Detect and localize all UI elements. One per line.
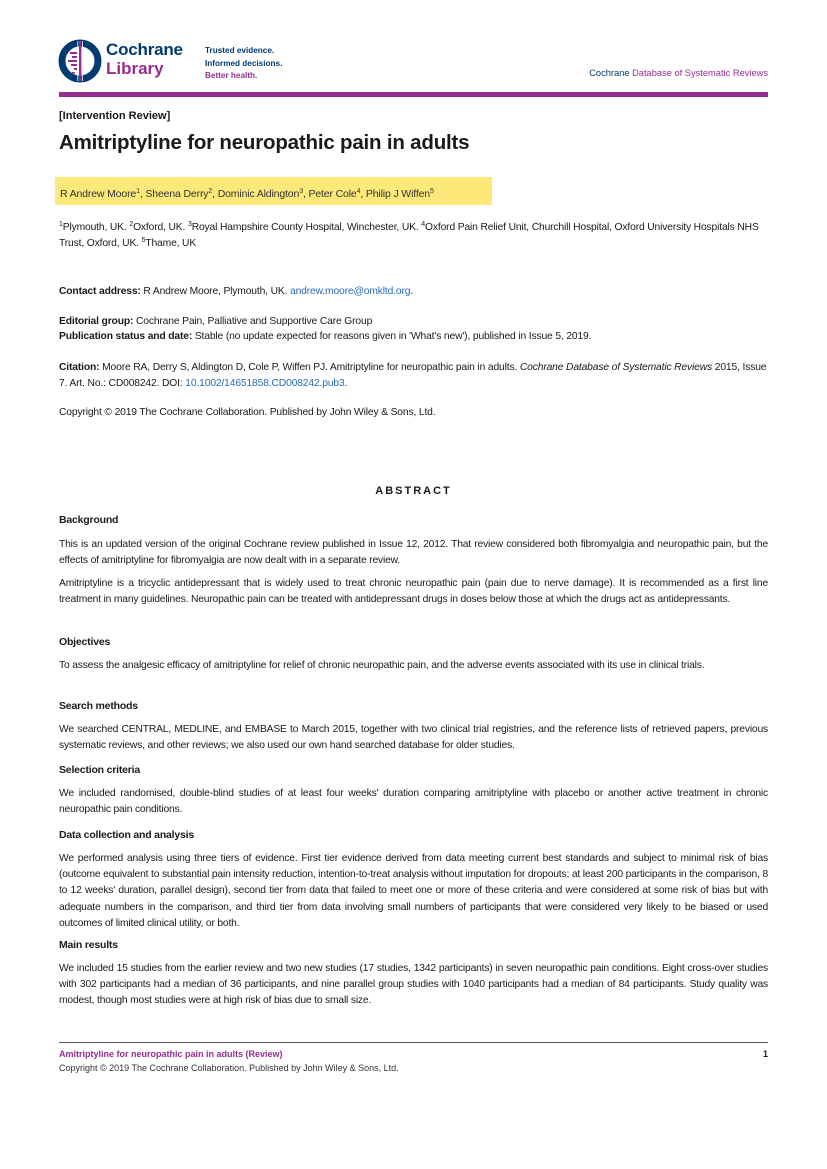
editorial-group [59,314,771,330]
copyright: Copyright © 2019 The Cochrane Collaboration. Published by John Wiley & Sons, Ltd. [59,407,436,418]
citation-text: Moore RA, Derry S, Aldington D, Cole P, Wiffen PJ. Amitriptyline for neuropathic pain in adults. [99,362,520,373]
section-heading-background: Background [59,514,119,526]
paragraph: To assess the analgesic efficacy of amitriptyline for relief of chronic neuropathic pain, and the adverse events associated with its use in clinical trials. [59,660,705,671]
editorial-label: Editorial group: [59,316,134,327]
citation-text: 2015, Issue 7. Art. No.: CD008242. DOI: [59,362,767,389]
author-list: R Andrew Moore$^1$, Sheena Derry$^2$, Dominic Aldington$^3$, Peter Cole$^4$, Philip J Wiffen$^5$ [60,188,434,200]
doi-link[interactable]: 10.1002/14651858.CD008242.pub3 [185,378,345,389]
contact-email-link[interactable]: andrew.moore@omkltd.org [290,286,411,297]
affiliation: Oxford Pain Relief Unit, Churchill Hospital, Oxford University Hospitals NHS Trust, Oxford, UK. [59,222,759,249]
header-divider [59,92,768,97]
status-text: Stable (no update expected for reasons given in 'What's new'), published in Issue 5, 2019. [192,331,592,342]
section-heading-selection-criteria: Selection criteria [59,764,141,776]
author-name[interactable]: Philip J Wiffen [365,188,430,200]
contact-text: R Andrew Moore, Plymouth, UK. [140,286,291,297]
section-heading-main-results: Main results [59,939,118,951]
contact-address [59,284,771,300]
footer-copyright: Copyright © 2019 The Cochrane Collaboration. Published by John Wiley & Sons, Ltd. [59,1063,399,1073]
tagline-line: Informed decisions. [205,58,283,68]
author-affil-mark: 4 [356,188,361,195]
affil-mark: 1 [59,221,63,228]
status-label: Publication status and date: [59,331,193,342]
paragraph: We searched CENTRAL, MEDLINE, and EMBASE to March 2015, together with two clinical trial registries, and the reference lists of retrieved papers, previous systematic reviews, and other reviews; we also used our own hand searched database for older studies. [59,724,768,752]
author-affil-mark: 3 [299,188,303,195]
author-name[interactable]: Peter Cole [308,188,357,200]
punctuation: . [344,378,348,389]
affiliation: Plymouth, UK. [62,222,130,233]
author-affil-mark: 2 [208,188,213,195]
paragraph: We included randomised, double-blind studies of at least four weeks' duration comparing amitriptyline with placebo or another active treatment in chronic neuropathic pain conditions. [59,788,768,816]
brand-name [106,40,183,78]
citation-label: Citation: [59,362,100,373]
section-heading-search-methods: Search methods [59,700,138,712]
footer-title: Amitriptyline for neuropathic pain in adults (Review) [59,1049,283,1059]
affiliations [59,220,771,252]
affil-mark: 2 [129,221,134,228]
paragraph: We included 15 studies from the earlier review and two new studies (17 studies, 1342 participants) in seven neuropathic pain conditions. Eight cross-over studies with 302 participants had a median of 36 participants, and nine parallel group studies with 1040 participants had a median of 84 participants. Study quality was modest, though most studies were at high risk of bias due to small size. [59,963,768,1007]
affiliation: Royal Hampshire County Hospital, Winchester, UK. [191,222,422,233]
tagline-line: Better health. [205,71,258,80]
tagline [205,45,282,83]
citation-journal: Cochrane Database of Systematic Reviews [519,362,713,373]
article-title: Amitriptyline for neuropathic pain in adults [59,131,470,154]
author-name[interactable]: Sheena Derry [145,188,209,200]
journal-name [589,68,768,78]
affiliation: Thame, UK [145,238,197,249]
paragraph: Amitriptyline is a tricyclic antidepressant that is widely used to treat chronic neuropathic pain (pain due to nerve damage). It is recommended as a first line treatment in many guidelines. Neuropathic pain can be treated with antidepressant drugs in doses below those at which the drugs act as antidepressants. [59,578,768,606]
author-name[interactable]: R Andrew Moore [60,188,137,200]
page-number: 1 [762,1049,768,1059]
paragraph: We performed analysis using three tiers of evidence. First tier evidence derived from data meeting current best standards and subject to minimal risk of bias (outcome equivalent to substantial pain intensity reduction, intention-to-treat analysis without imputation for dropouts; at least 200 participants in the comparison, 8 to 12 weeks' duration, parallel design), second tier from data that failed to meet one or more of these criteria and were considered at some risk of bias but with adequate numbers in the comparison, and third tier from data involving small numbers of participants that were considered very likely to be biased or used outcomes of limited clinical utility, or both. [59,853,768,929]
affil-mark: 3 [187,221,192,228]
review-type: [Intervention Review] [59,110,171,122]
journal-name-part1: Cochrane [589,68,630,78]
brand-line-library: Library [106,59,164,78]
citation [59,360,771,392]
editorial-text: Cochrane Pain, Palliative and Supportive Care Group [133,316,373,327]
footer-divider [59,1042,768,1043]
abstract-heading: ABSTRACT [375,485,452,497]
affil-mark: 4 [421,221,426,228]
punctuation: . [410,286,414,297]
contact-label: Contact address: [59,286,141,297]
section-heading-data-collection: Data collection and analysis [59,829,195,841]
author-affil-mark: 1 [136,188,140,195]
section-heading-objectives: Objectives [59,636,111,648]
affil-mark: 5 [141,237,146,244]
tagline-line: Trusted evidence. [205,46,275,55]
publication-status [59,329,771,345]
journal-name-part2: Database of Systematic Reviews [632,68,768,78]
cochrane-logo-icon [58,39,102,83]
affiliation: Oxford, UK. [133,222,188,233]
author-affil-mark: 5 [429,188,434,195]
paragraph: This is an updated version of the original Cochrane review published in Issue 12, 2012. That review considered both fibromyalgia and neuropathic pain, but the effects of amitriptyline for fibromyalgia are now dealt with in a separate review. [59,539,768,567]
author-name[interactable]: Dominic Aldington [217,188,300,200]
brand-line-cochrane: Cochrane [106,40,183,59]
